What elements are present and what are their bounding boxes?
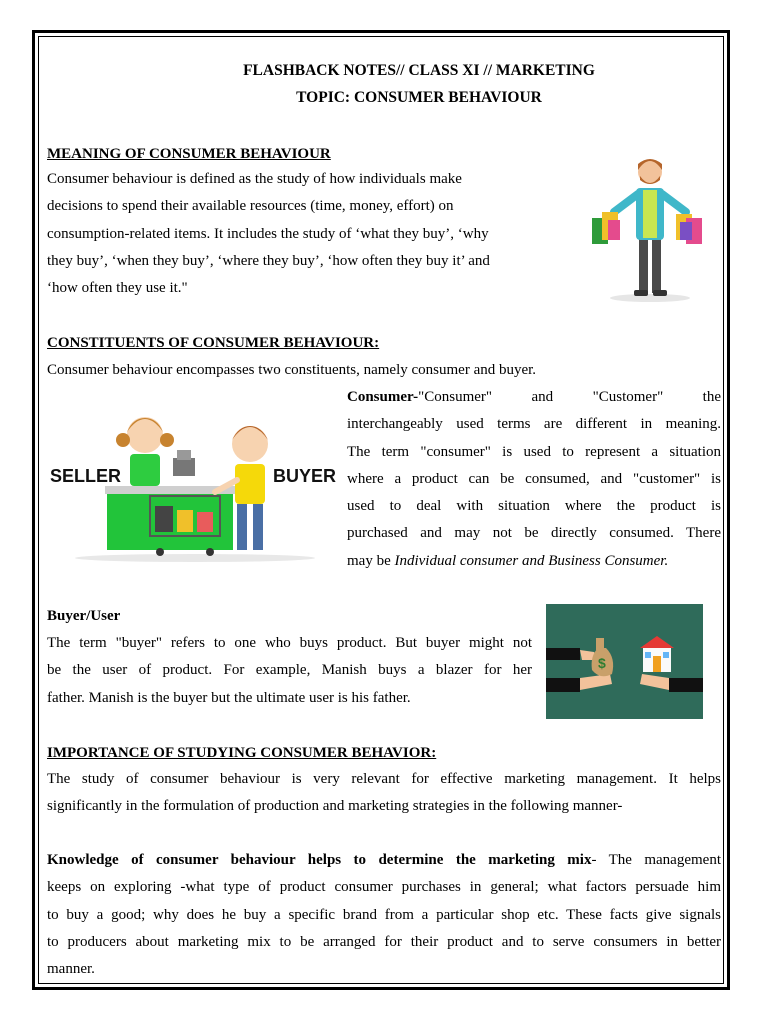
meaning-line: consumption-related items. It includes the study of ‘what they buy’, ‘why bbox=[47, 225, 489, 242]
knowledge-line: manner. bbox=[47, 961, 95, 978]
importance-paragraph bbox=[47, 766, 721, 821]
constituents-intro: Consumer behaviour encompasses two constituents, namely consumer and buyer. bbox=[47, 362, 537, 378]
importance-line: significantly in the formulation of production and marketing strategies in the following manner- bbox=[47, 798, 623, 815]
meaning-line: decisions to spend their available resources (time, money, effort) on bbox=[47, 198, 454, 215]
consumer-last-prefix: may be bbox=[347, 552, 395, 569]
knowledge-first-rest: - The management bbox=[591, 852, 721, 868]
consumer-line: interchangeably used terms are different in meaning. bbox=[347, 416, 721, 433]
knowledge-lead: Knowledge of consumer behaviour helps to determine the marketing mix bbox=[47, 852, 592, 868]
consumer-line: The term "consumer" is used to represent a situation bbox=[347, 443, 721, 460]
consumer-line: purchased and may not be directly consumed. There bbox=[347, 525, 721, 542]
knowledge-line: keeps on exploring -what type of product consumer purchases in general; what factors persuade him bbox=[47, 879, 721, 896]
consumer-paragraph bbox=[347, 384, 721, 575]
meaning-line: they buy’, ‘when they buy’, ‘where they buy’, ‘how often they buy it’ and bbox=[47, 252, 490, 269]
knowledge-paragraph bbox=[47, 847, 721, 983]
meaning-heading: MEANING OF CONSUMER BEHAVIOUR bbox=[47, 146, 331, 162]
consumer-line: "Consumer" and "Customer" the bbox=[418, 389, 721, 405]
meaning-line: Consumer behaviour is defined as the study of how individuals make bbox=[47, 171, 462, 187]
consumer-line: used to deal with situation where the product is bbox=[347, 498, 721, 515]
buyer-paragraph bbox=[47, 630, 532, 712]
buyer-user-heading: Buyer/User bbox=[47, 608, 121, 624]
buyer-line: The term "buyer" refers to one who buys product. But buyer might not bbox=[47, 635, 532, 651]
exchange-illustration bbox=[546, 604, 703, 719]
header-topic: TOPIC: CONSUMER BEHAVIOUR bbox=[296, 89, 542, 106]
constituents-heading: CONSTITUENTS OF CONSUMER BEHAVIOUR: bbox=[47, 335, 380, 351]
consumer-types: Individual consumer and Business Consumer. bbox=[394, 552, 669, 569]
knowledge-line: to producers about marketing mix to be arranged for their product and to serve consumers in better bbox=[47, 933, 721, 950]
shopping-man-illustration bbox=[580, 150, 720, 305]
knowledge-line-first bbox=[47, 847, 721, 874]
consumer-line-first bbox=[347, 384, 721, 411]
svg-text:$: $ bbox=[598, 655, 606, 671]
seller-buyer-illustration bbox=[45, 400, 335, 565]
buyer-line: be the user of product. For example, Manish buys a blazer for her bbox=[47, 662, 532, 679]
buyer-label: BUYER bbox=[273, 466, 337, 486]
buyer-line: father. Manish is the buyer but the ultimate user is his father. bbox=[47, 689, 411, 706]
consumer-term: Consumer- bbox=[347, 389, 419, 405]
knowledge-line: to buy a good; why does he buy a specific brand from a particular shop etc. These facts give signals bbox=[47, 906, 721, 923]
consumer-line: where a product can be consumed, and "customer" is bbox=[347, 470, 721, 487]
header-title: FLASHBACK NOTES// CLASS XI // MARKETING bbox=[243, 62, 595, 79]
meaning-paragraph bbox=[47, 166, 570, 302]
seller-label: SELLER bbox=[50, 466, 122, 486]
consumer-line-last bbox=[347, 548, 721, 575]
meaning-line: ‘how often they use it." bbox=[47, 280, 188, 297]
importance-heading: IMPORTANCE OF STUDYING CONSUMER BEHAVIOR: bbox=[47, 745, 437, 761]
importance-line: The study of consumer behaviour is very relevant for effective marketing management. It helps bbox=[47, 771, 721, 787]
